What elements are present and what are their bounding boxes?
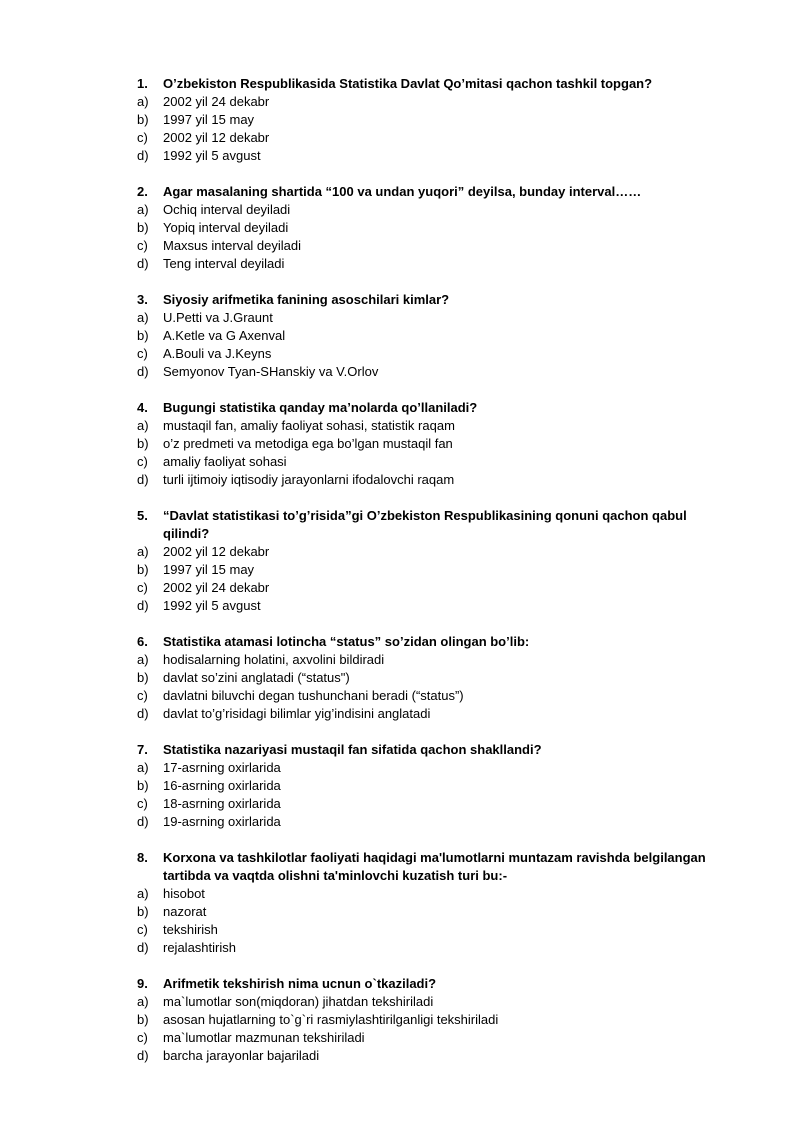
option-letter: a) (137, 310, 149, 325)
question-heading (137, 633, 740, 651)
option-text: 17-asrning oxirlarida (163, 760, 281, 775)
answer-option (137, 453, 740, 471)
option-letter: b) (137, 670, 149, 685)
option-text: tekshirish (163, 922, 218, 937)
option-letter: d) (137, 1048, 149, 1063)
option-text: 1992 yil 5 avgust (163, 598, 261, 613)
option-letter: c) (137, 922, 148, 937)
answer-option (137, 939, 740, 957)
answer-option (137, 687, 740, 705)
answer-option (137, 129, 740, 147)
answer-option (137, 651, 740, 669)
answer-option (137, 705, 740, 723)
option-text: Semyonov Tyan-SHanskiy va V.Orlov (163, 364, 379, 379)
option-letter: b) (137, 328, 149, 343)
option-text: 2002 yil 12 dekabr (163, 130, 270, 145)
option-text: 16-asrning oxirlarida (163, 778, 281, 793)
answer-option (137, 1047, 740, 1065)
option-letter: d) (137, 148, 149, 163)
option-text: turli ijtimoiy iqtisodiy jarayonlarni ifodalovchi raqam (163, 472, 455, 487)
question-block (137, 183, 740, 273)
question-heading (137, 399, 740, 417)
answer-option (137, 309, 740, 327)
option-text: 2002 yil 12 dekabr (163, 544, 270, 559)
option-letter: b) (137, 220, 149, 235)
answer-option (137, 255, 740, 273)
question-heading (137, 741, 740, 759)
answer-option (137, 237, 740, 255)
question-block (137, 741, 740, 831)
question-block (137, 633, 740, 723)
option-text: amaliy faoliyat sohasi (163, 454, 287, 469)
question-heading (137, 291, 740, 309)
answer-option (137, 147, 740, 165)
option-letter: a) (137, 760, 149, 775)
question-number: 8. (137, 850, 148, 865)
option-text: ma`lumotlar son(miqdoran) jihatdan tekshiriladi (163, 994, 434, 1009)
question-heading (137, 75, 740, 93)
option-letter: a) (137, 886, 149, 901)
option-letter: a) (137, 544, 149, 559)
option-letter: b) (137, 1012, 149, 1027)
question-text: O’zbekiston Respublikasida Statistika Davlat Qo’mitasi qachon tashkil topgan? (163, 76, 653, 91)
question-block (137, 849, 740, 957)
question-text: Bugungi statistika qanday ma’nolarda qo’llaniladi? (163, 400, 478, 415)
option-text: davlat to’g’risidagi bilimlar yig’indisini anglatadi (163, 706, 431, 721)
option-text: Maxsus interval deyiladi (163, 238, 302, 253)
answer-option (137, 471, 740, 489)
question-text: Statistika nazariyasi mustaqil fan sifatida qachon shakllandi? (163, 742, 542, 757)
option-text: U.Petti va J.Graunt (163, 310, 273, 325)
answer-option (137, 201, 740, 219)
answer-option (137, 921, 740, 939)
question-number: 1. (137, 76, 148, 91)
option-text: Ochiq interval deyiladi (163, 202, 291, 217)
option-letter: d) (137, 472, 149, 487)
answer-option (137, 417, 740, 435)
option-letter: d) (137, 814, 149, 829)
question-heading (137, 975, 740, 993)
option-text: ma`lumotlar mazmunan tekshiriladi (163, 1030, 365, 1045)
option-letter: c) (137, 1030, 148, 1045)
option-letter: c) (137, 130, 148, 145)
option-text: davlat so’zini anglatadi (“status") (163, 670, 350, 685)
answer-option (137, 777, 740, 795)
option-letter: c) (137, 688, 148, 703)
question-block (137, 291, 740, 381)
option-text: 18-asrning oxirlarida (163, 796, 281, 811)
answer-option (137, 219, 740, 237)
option-text: o’z predmeti va metodiga ega bo’lgan mustaqil fan (163, 436, 453, 451)
option-text: nazorat (163, 904, 207, 919)
option-letter: a) (137, 994, 149, 1009)
option-text: 2002 yil 24 dekabr (163, 580, 270, 595)
question-block (137, 399, 740, 489)
answer-option (137, 813, 740, 831)
option-letter: a) (137, 202, 149, 217)
option-letter: a) (137, 418, 149, 433)
answer-option (137, 543, 740, 561)
answer-option (137, 885, 740, 903)
option-text: 1997 yil 15 may (163, 112, 255, 127)
question-text: Statistika atamasi lotincha “status” so’zidan olingan bo’lib: (163, 634, 530, 649)
option-letter: c) (137, 238, 148, 253)
question-number: 5. (137, 508, 148, 523)
question-number: 9. (137, 976, 148, 991)
option-text: davlatni biluvchi degan tushunchani beradi (“status”) (163, 688, 464, 703)
question-number: 7. (137, 742, 148, 757)
option-letter: d) (137, 598, 149, 613)
option-text: Teng interval deyiladi (163, 256, 285, 271)
answer-option (137, 993, 740, 1011)
option-letter: b) (137, 904, 149, 919)
answer-option (137, 93, 740, 111)
option-letter: b) (137, 778, 149, 793)
question-text: Arifmetik tekshirish nima ucnun o`tkaziladi? (163, 976, 437, 991)
answer-option (137, 1011, 740, 1029)
answer-option (137, 561, 740, 579)
question-block (137, 75, 740, 165)
question-heading (137, 183, 740, 201)
question-heading (137, 849, 740, 885)
option-text: hisobot (163, 886, 205, 901)
question-number: 2. (137, 184, 148, 199)
option-letter: d) (137, 706, 149, 721)
option-letter: b) (137, 562, 149, 577)
option-letter: a) (137, 94, 149, 109)
option-text: asosan hujatlarning to`g`ri rasmiylashtirilganligi tekshiriladi (163, 1012, 499, 1027)
option-text: 1992 yil 5 avgust (163, 148, 261, 163)
option-letter: c) (137, 796, 148, 811)
question-text: “Davlat statistikasi to’g’risida”gi O’zbekiston Respublikasining qonuni qachon qabul qilindi? (163, 508, 687, 541)
question-number: 4. (137, 400, 148, 415)
option-text: mustaqil fan, amaliy faoliyat sohasi, statistik raqam (163, 418, 455, 433)
option-text: A.Bouli va J.Keyns (163, 346, 272, 361)
option-letter: d) (137, 940, 149, 955)
option-letter: c) (137, 454, 148, 469)
option-text: A.Ketle va G Axenval (163, 328, 286, 343)
question-number: 3. (137, 292, 148, 307)
option-text: hodisalarning holatini, axvolini bildiradi (163, 652, 385, 667)
question-block (137, 507, 740, 615)
option-text: barcha jarayonlar bajariladi (163, 1048, 320, 1063)
question-text: Korxona va tashkilotlar faoliyati haqidagi ma'lumotlarni muntazam ravishda belgilangan tartibda va vaqtda olishni ta'minlovchi kuzatish turi bu:- (163, 850, 706, 883)
option-text: rejalashtirish (163, 940, 236, 955)
option-letter: c) (137, 346, 148, 361)
answer-option (137, 1029, 740, 1047)
answer-option (137, 903, 740, 921)
question-text: Siyosiy arifmetika fanining asoschilari kimlar? (163, 292, 450, 307)
answer-option (137, 795, 740, 813)
answer-option (137, 327, 740, 345)
option-text: 19-asrning oxirlarida (163, 814, 281, 829)
option-letter: a) (137, 652, 149, 667)
question-block (137, 975, 740, 1065)
option-letter: d) (137, 364, 149, 379)
option-letter: d) (137, 256, 149, 271)
answer-option (137, 669, 740, 687)
option-text: Yopiq interval deyiladi (163, 220, 289, 235)
answer-option (137, 363, 740, 381)
option-letter: c) (137, 580, 148, 595)
option-letter: b) (137, 436, 149, 451)
option-letter: b) (137, 112, 149, 127)
question-heading (137, 507, 740, 543)
answer-option (137, 597, 740, 615)
option-text: 2002 yil 24 dekabr (163, 94, 270, 109)
question-number: 6. (137, 634, 148, 649)
option-text: 1997 yil 15 may (163, 562, 255, 577)
answer-option (137, 111, 740, 129)
answer-option (137, 579, 740, 597)
answer-option (137, 435, 740, 453)
question-text: Agar masalaning shartida “100 va undan yuqori” deyilsa, bunday interval…… (163, 184, 642, 199)
answer-option (137, 759, 740, 777)
answer-option (137, 345, 740, 363)
